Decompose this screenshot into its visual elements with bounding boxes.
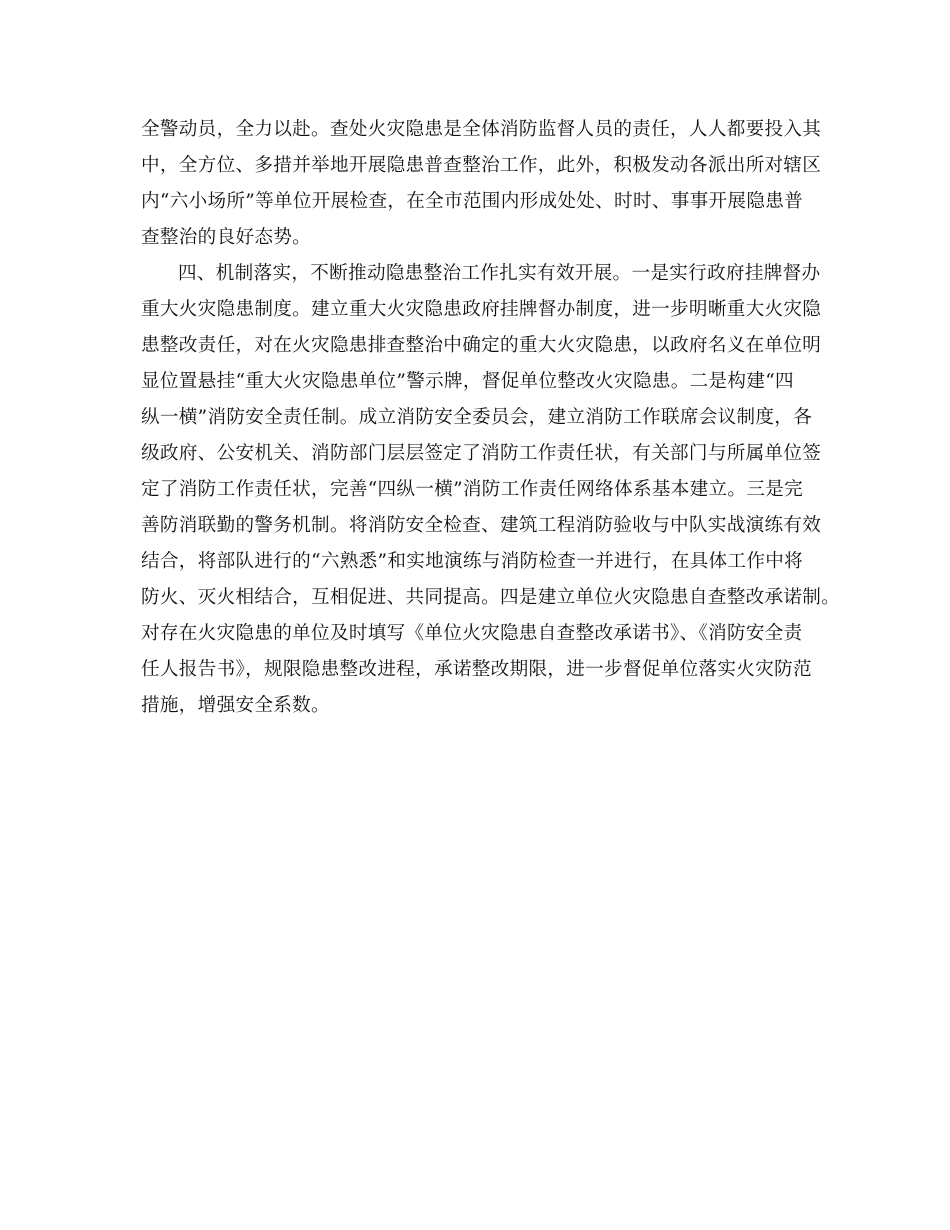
paragraph-line: 任人报告书》，规限隐患整改进程，承诺整改期限，进一步督促单位落实火灾防范 (141, 659, 812, 680)
paragraph-line: 中，全方位、多措并举地开展隐患普查整治工作，此外，积极发动各派出所对辖区 (141, 155, 822, 176)
paragraph-line: 患整改责任，对在火灾隐患排查整治中确定的重大火灾隐患，以政府名义在单位明 (141, 335, 822, 356)
document-body (141, 112, 841, 724)
paragraph-line: 内“六小场所”等单位开展检查，在全市范围内形成处处、时时、事事开展隐患普 (141, 191, 803, 212)
paragraph-line: 四、机制落实，不断推动隐患整治工作扎实有效开展。一是实行政府挂牌督办 (178, 263, 821, 284)
paragraph-line: 措施，增强安全系数。 (141, 695, 330, 716)
paragraph-line: 纵一横”消防安全责任制。成立消防安全委员会，建立消防工作联席会议制度，各 (141, 407, 813, 428)
paragraph-line: 防火、灭火相结合，互相促进、共同提高。四是建立单位火灾隐患自查整改承诺制。 (141, 587, 841, 608)
paragraph-line: 结合，将部队进行的“六熟悉”和实地演练与消防检查一并进行，在具体工作中将 (141, 551, 803, 572)
paragraph-line: 全警动员，全力以赴。查处火灾隐患是全体消防监督人员的责任，人人都要投入其 (141, 119, 822, 140)
paragraph-line: 级政府、公安机关、消防部门层层签定了消防工作责任状，有关部门与所属单位签 (141, 443, 822, 464)
paragraph-line: 善防消联勤的警务机制。将消防安全检查、建筑工程消防验收与中队实战演练有效 (141, 515, 822, 536)
paragraph-2 (141, 256, 841, 724)
paragraph-line: 对存在火灾隐患的单位及时填写《单位火灾隐患自查整改承诺书》、《消防安全责 (141, 623, 803, 644)
paragraph-line: 显位置悬挂“重大火灾隐患单位”警示牌，督促单位整改火灾隐患。二是构建“四 (141, 371, 794, 392)
paragraph-line: 查整治的良好态势。 (141, 227, 312, 248)
paragraph-line: 重大火灾隐患制度。建立重大火灾隐患政府挂牌督办制度，进一步明晰重大火灾隐 (141, 299, 822, 320)
paragraph-line: 定了消防工作责任状，完善“四纵一横”消防工作责任网络体系基本建立。三是完 (141, 479, 803, 500)
paragraph-1 (141, 112, 821, 256)
